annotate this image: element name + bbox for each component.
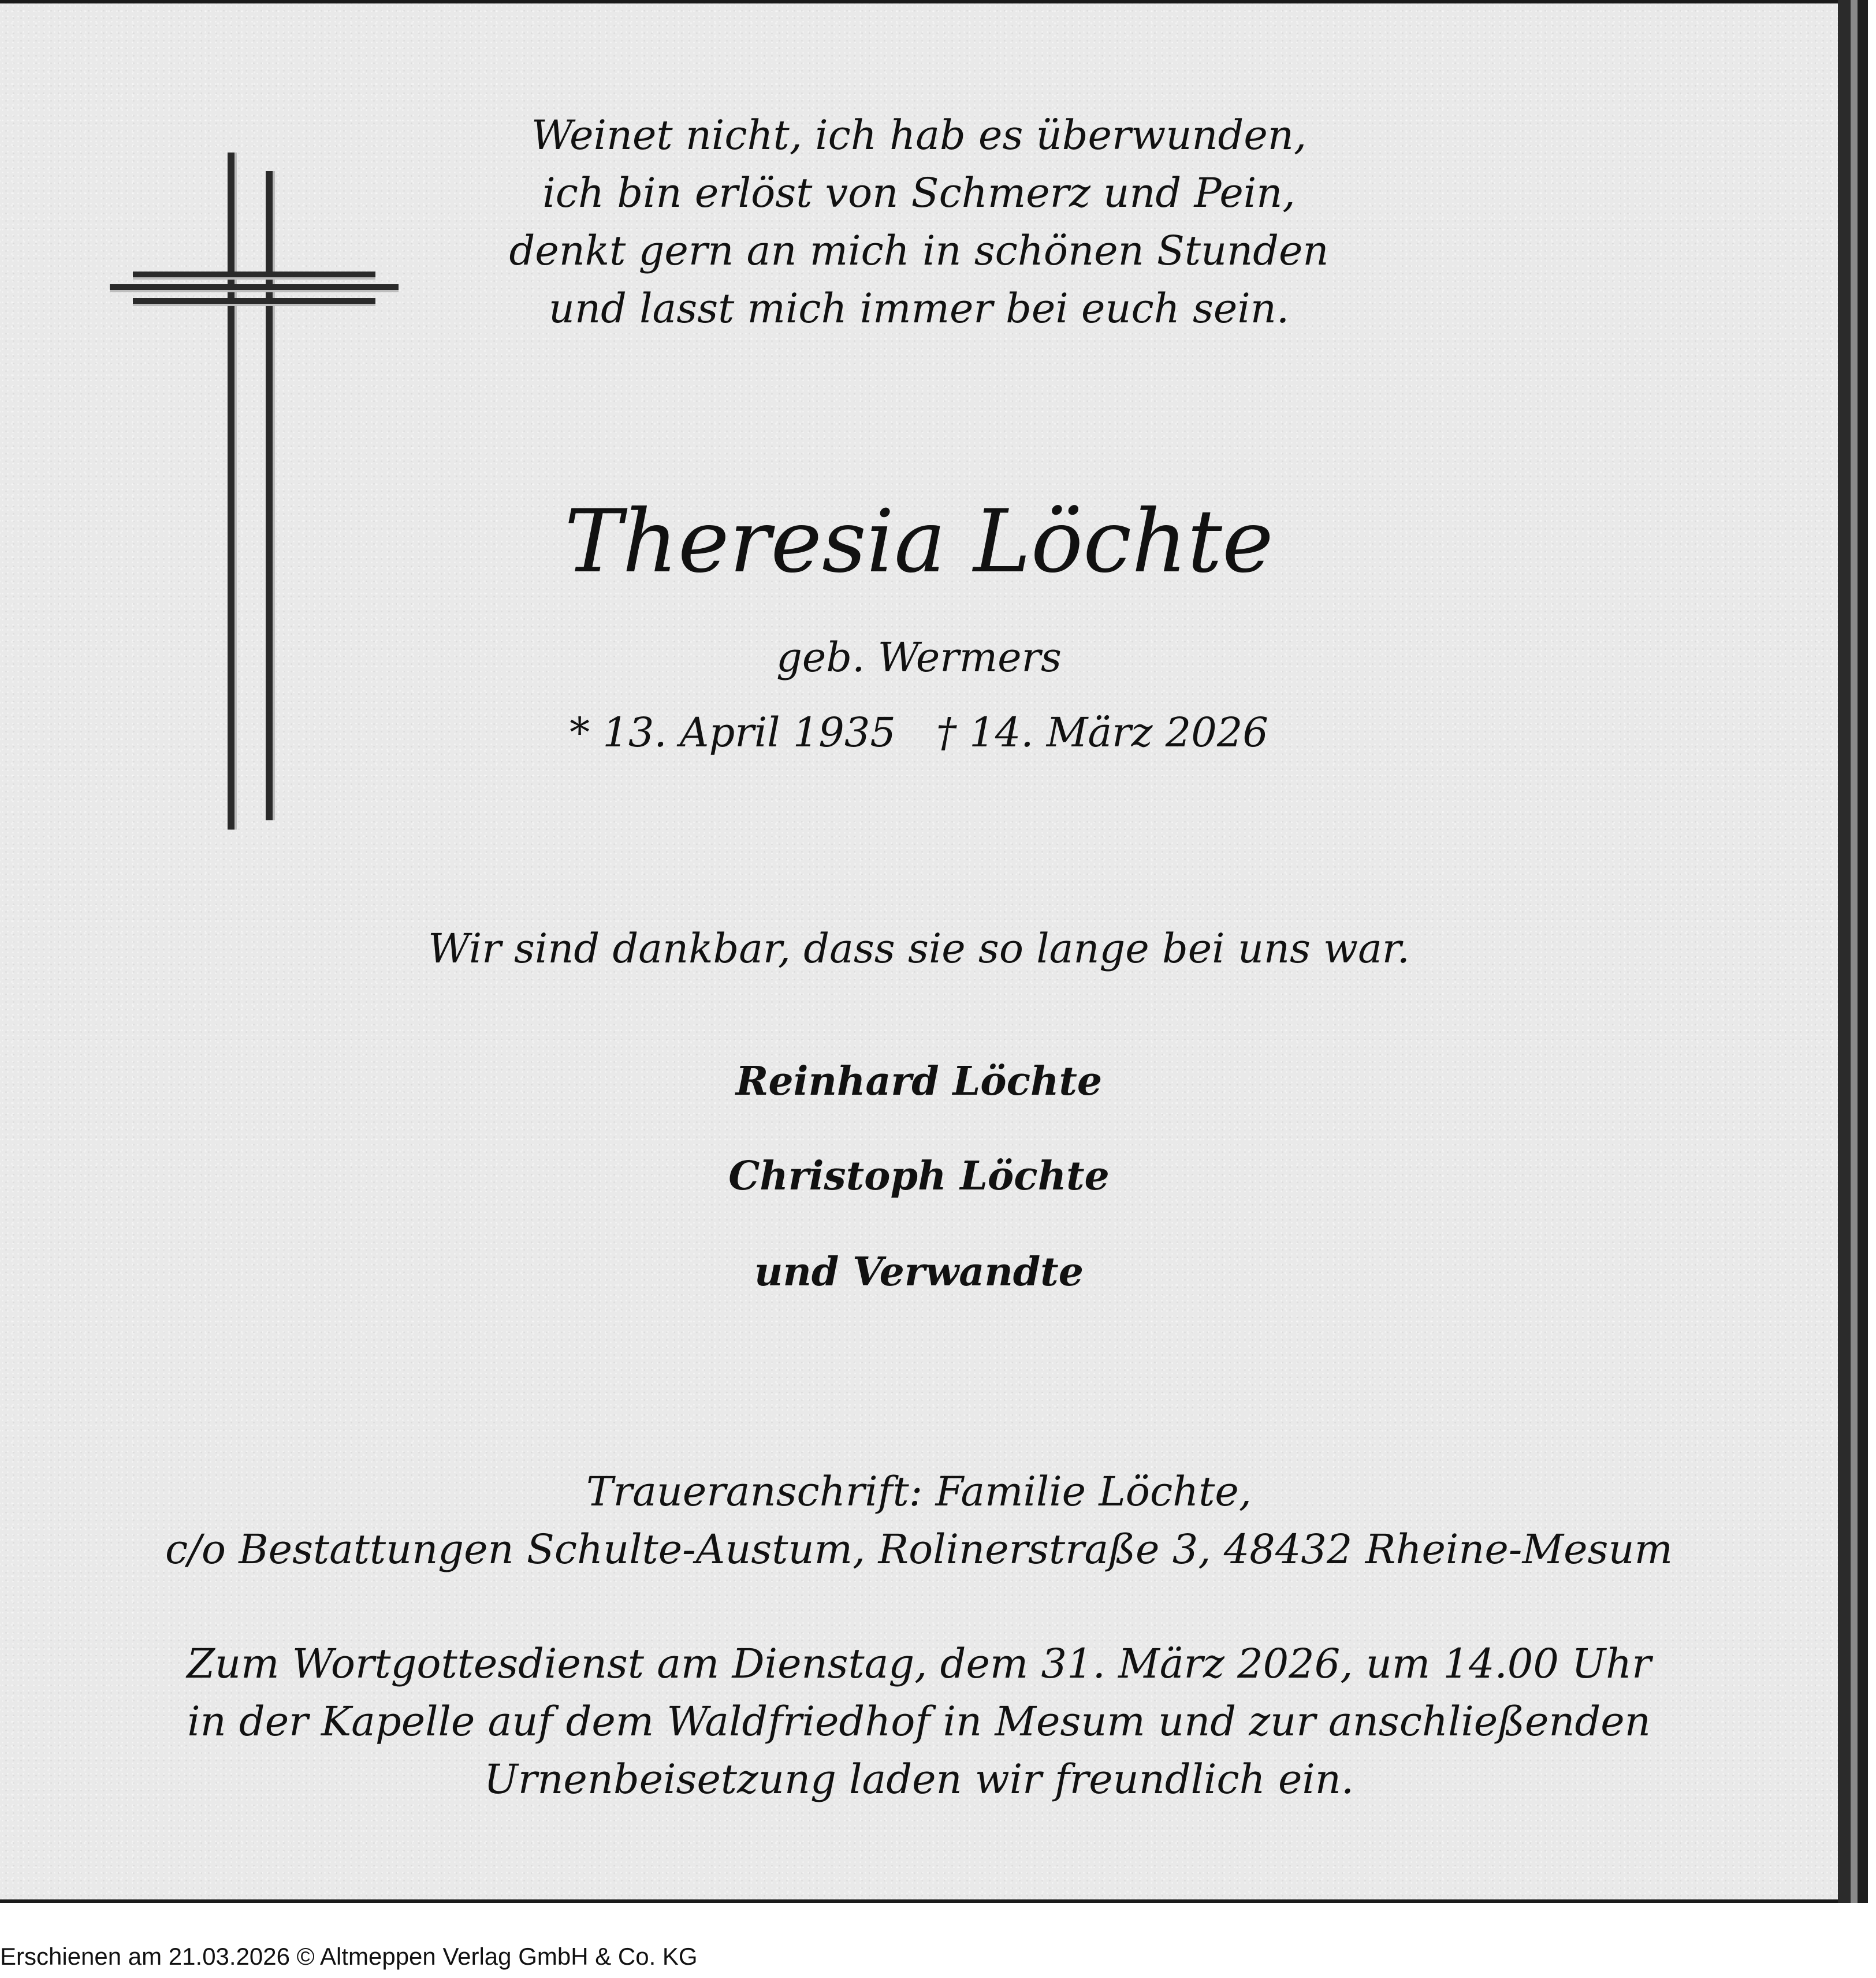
- birth-date: * 13. April 1935: [570, 709, 896, 756]
- mourner-name: Reinhard Löchte: [735, 1058, 1103, 1105]
- frame-edge: [1858, 0, 1868, 1903]
- poem: [0, 106, 1838, 337]
- mourner-name: Christoph Löchte: [728, 1153, 1110, 1199]
- thanks-text: Wir sind dankbar, dass sie so lange bei uns war.: [428, 925, 1410, 972]
- publication-footer: Erschienen am 21.03.2026 © Altmeppen Verlag GmbH & Co. KG: [0, 1943, 698, 1970]
- mourner-name: und Verwandte: [754, 1249, 1084, 1295]
- life-dates: [0, 704, 1838, 761]
- deceased-name: Theresia Löchte: [564, 492, 1274, 592]
- poem-line: ich bin erlöst von Schmerz und Pein,: [542, 169, 1296, 217]
- address-line: Traueranschrift: Familie Löchte,: [586, 1468, 1252, 1515]
- birth-name: geb. Wermers: [776, 634, 1062, 681]
- poem-line: Weinet nicht, ich hab es überwunden,: [531, 111, 1307, 159]
- service-line: in der Kapelle auf dem Waldfriedhof in Mesum und zur anschließenden: [187, 1698, 1651, 1745]
- address-line: c/o Bestattungen Schulte-Austum, Rolinerstraße 3, 48432 Rheine-Mesum: [165, 1526, 1673, 1573]
- poem-line: und lasst mich immer bei euch sein.: [548, 285, 1290, 332]
- service-line: Zum Wortgottesdienst am Dienstag, dem 31. März 2026, um 14.00 Uhr: [187, 1640, 1651, 1687]
- service-line: Urnenbeisetzung laden wir freundlich ein.: [483, 1756, 1354, 1803]
- frame-edge: [1851, 0, 1858, 1903]
- poem-line: denkt gern an mich in schönen Stunden: [509, 227, 1329, 274]
- service-announcement: [0, 1635, 1838, 1808]
- death-date: † 14. März 2026: [936, 709, 1268, 756]
- frame-edge: [1838, 0, 1851, 1903]
- mourning-address: [0, 1463, 1838, 1578]
